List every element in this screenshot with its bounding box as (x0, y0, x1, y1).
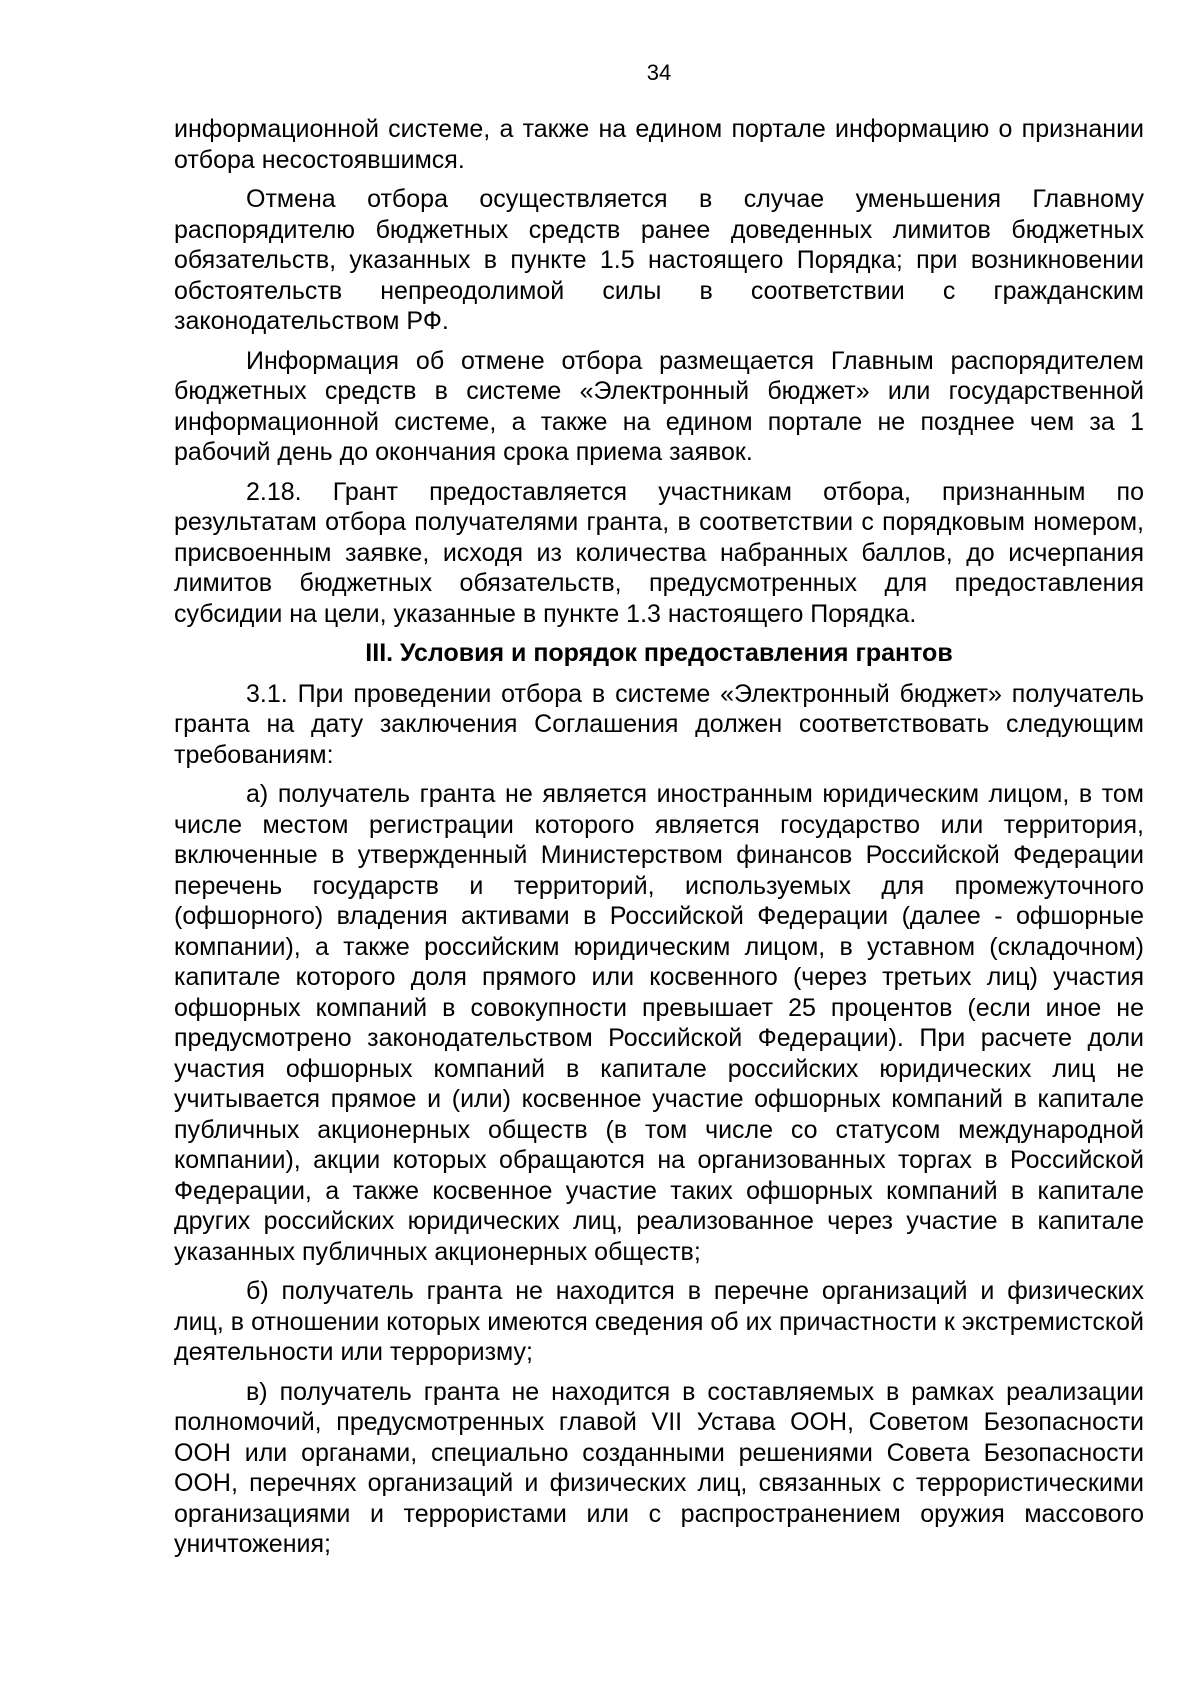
paragraph-item-a: а) получатель гранта не является иностранным юридическим лицом, в том числе местом регистрации которого является государство или территория, включенные в утвержденный Министерством финансов Российской Федерации перечень государств и территорий, используемых для промежуточного (офшорного) владения активами в Российской Федерации (далее - офшорные компании), а также российским юридическим лицом, в уставном (складочном) капитале которого доля прямого или косвенного (через третьих лиц) участия офшорных компаний в совокупности превышает 25 процентов (если иное не предусмотрено законодательством Российской Федерации). При расчете доли участия офшорных компаний в капитале российских юридических лиц не учитывается прямое и (или) косвенное участие офшорных компаний в капитале публичных акционерных обществ (в том числе со статусом международной компании), акции которых обращаются на организованных торгах в Российской Федерации, а также косвенное участие таких офшорных компаний в капитале других российских юридических лиц, реализованное через участие в капитале указанных публичных акционерных обществ; (174, 780, 1144, 1266)
paragraph-item-b: б) получатель гранта не находится в перечне организаций и физических лиц, в отношении которых имеются сведения об их причастности к экстремистской деятельности или терроризму; (174, 1277, 1144, 1366)
paragraph-cancellation-info: Информация об отмене отбора размещается Главным распорядителем бюджетных средств в системе «Электронный бюджет» или государственной информационной системе, а также на едином портале не позднее чем за 1 рабочий день до окончания срока приема заявок. (174, 346, 1144, 466)
paragraph-2-18: 2.18. Грант предоставляется участникам отбора, признанным по результатам отбора получателями гранта, в соответствии с порядковым номером, присвоенным заявке, исходя из количества набранных баллов, до исчерпания лимитов бюджетных обязательств, предусмотренных для предоставления субсидии на цели, указанные в пункте 1.3 настоящего Порядка. (174, 477, 1144, 628)
paragraph-item-v: в) получатель гранта не находится в составляемых в рамках реализации полномочий, предусмотренных главой VII Устава ООН, Советом Безопасности ООН или органами, специально созданными решениями Совета Безопасности ООН, перечнях организаций и физических лиц, связанных с террористическими организациями и террористами или с распространением оружия массового уничтожения; (174, 1377, 1144, 1558)
paragraph-cancellation: Отмена отбора осуществляется в случае уменьшения Главному распорядителю бюджетных средств ранее доведенных лимитов бюджетных обязательств, указанных в пункте 1.5 настоящего Порядка; при возникновении обстоятельств непреодолимой силы в соответствии с гражданским законодательством РФ. (174, 185, 1144, 335)
paragraph-continuation: информационной системе, а также на едином портале информацию о признании отбора несостоявшимся. (174, 115, 1144, 174)
document-body (174, 114, 1144, 1569)
section-heading: III. Условия и порядок предоставления грантов (365, 639, 953, 667)
page-number: 34 (646, 60, 672, 85)
paragraph-3-1: 3.1. При проведении отбора в системе «Электронный бюджет» получатель гранта на дату заключения Соглашения должен соответствовать следующим требованиям: (174, 679, 1144, 769)
